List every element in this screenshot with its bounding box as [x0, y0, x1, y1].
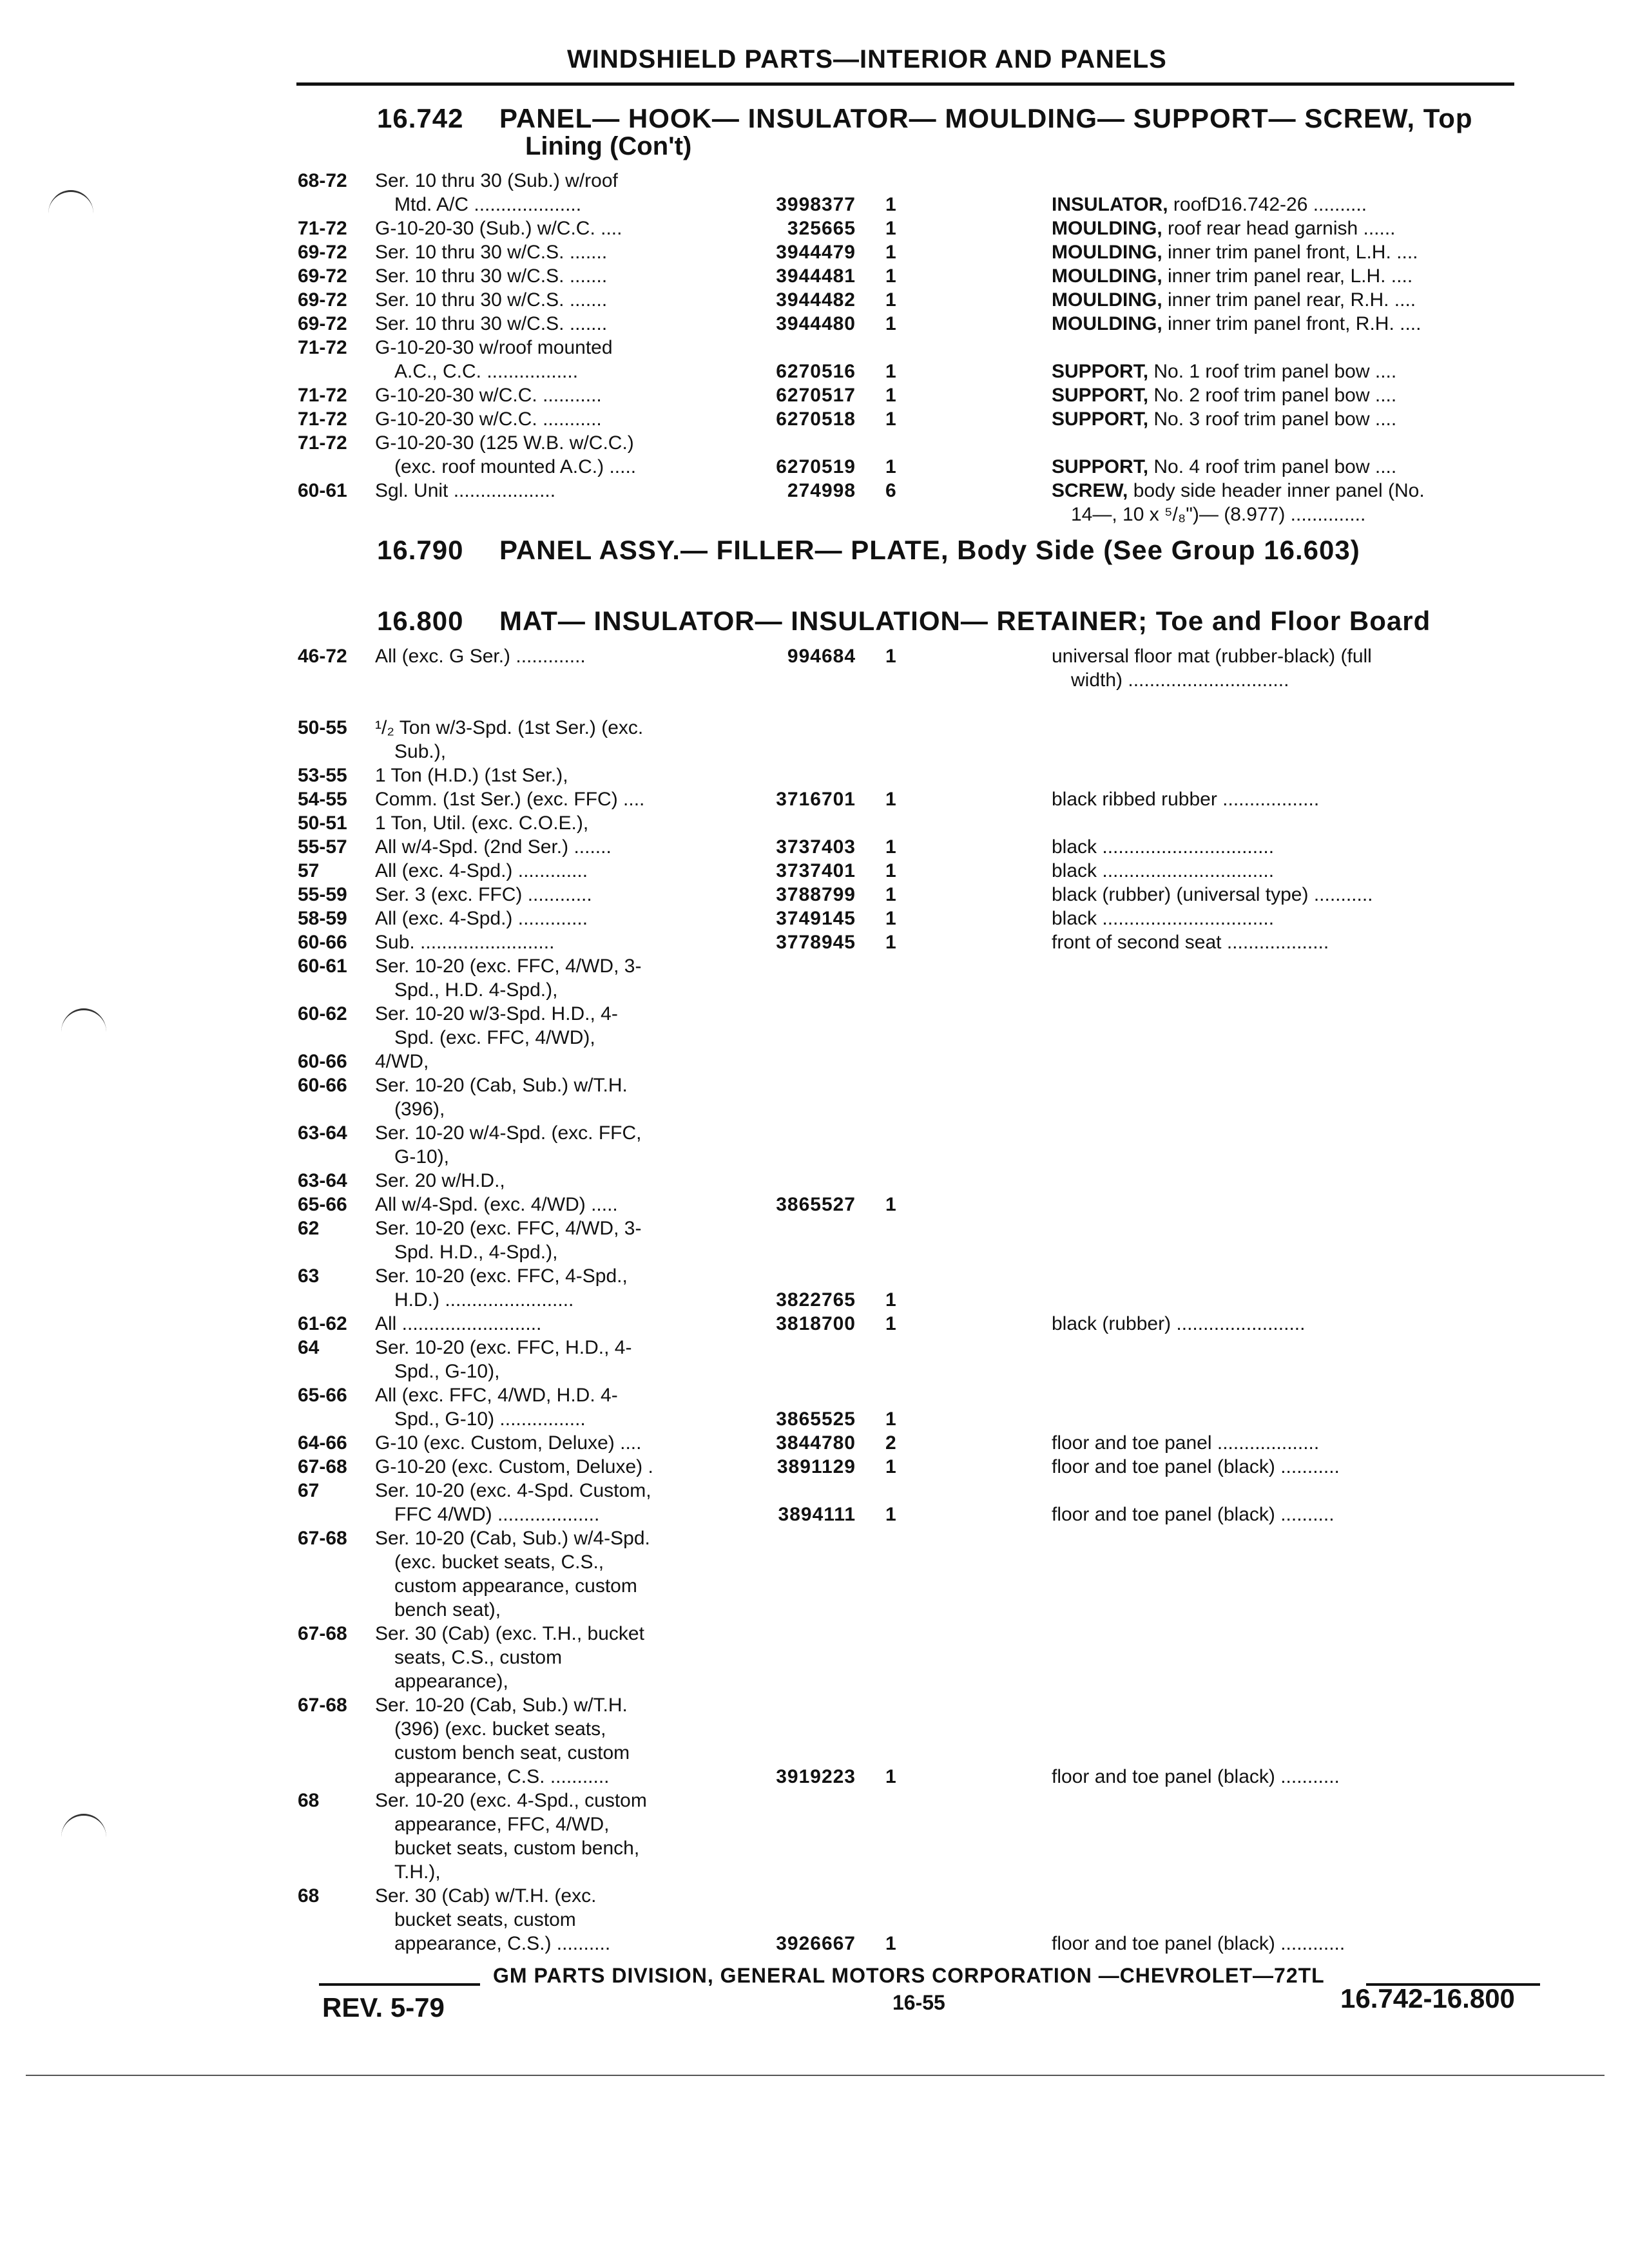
model-years-cell: 61-62 [298, 1313, 347, 1334]
description-cell: black ................................ [1052, 860, 1275, 881]
application-cell: Ser. 10-20 (exc. FFC, H.D., 4- [375, 1337, 632, 1358]
quantity-cell: 1 [885, 1408, 896, 1430]
part-number-cell: 3998377 [776, 194, 856, 215]
quantity-cell: 1 [885, 1933, 896, 1954]
part-number-cell: 3944480 [776, 313, 856, 334]
table-row [298, 1121, 1535, 1145]
model-years-cell: 60-61 [298, 480, 347, 501]
part-name-keyword: SUPPORT, [1052, 456, 1149, 477]
application-cell: Ser. 10-20 w/4-Spd. (exc. FFC, [375, 1122, 642, 1144]
table-row [298, 1431, 1535, 1455]
model-years-cell: 63-64 [298, 1170, 347, 1191]
application-cell: G-10 (exc. Custom, Deluxe) .... [375, 1432, 642, 1454]
table-row [298, 978, 1535, 1002]
table-row [298, 1693, 1535, 1717]
description-cell: universal floor mat (rubber-black) (full [1052, 646, 1372, 667]
table-row [298, 216, 1535, 240]
description-cell: front of second seat ................... [1052, 932, 1329, 953]
description-cell: 14—, 10 x ⁵/₈")— (8.977) .............. [1071, 504, 1366, 525]
table-row [298, 883, 1535, 907]
table-row [298, 1503, 1535, 1526]
model-years-cell: 68 [298, 1790, 320, 1811]
table-row [298, 1789, 1535, 1812]
table-row [298, 1455, 1535, 1479]
application-cell: 1 Ton (H.D.) (1st Ser.), [375, 765, 568, 786]
model-years-cell: 69-72 [298, 265, 347, 287]
part-number-cell: 6270516 [776, 361, 856, 382]
quantity-cell: 1 [885, 1289, 896, 1311]
model-years-cell: 71-72 [298, 218, 347, 239]
description-cell: SCREW, body side header inner panel (No. [1052, 480, 1425, 501]
table-row [298, 1073, 1535, 1097]
application-cell: (396) (exc. bucket seats, [394, 1718, 606, 1740]
application-cell: seats, C.S., custom [394, 1647, 563, 1668]
application-cell: Sgl. Unit ................... [375, 480, 556, 501]
application-cell: All w/4-Spd. (2nd Ser.) ....... [375, 836, 612, 858]
model-years-cell: 55-59 [298, 884, 347, 905]
application-cell: G-10-20-30 (Sub.) w/C.C. .... [375, 218, 622, 239]
part-number-cell: 3822765 [776, 1289, 856, 1311]
application-cell: Spd., G-10) ................ [394, 1408, 586, 1430]
part-number-cell: 325665 [787, 218, 856, 239]
model-years-cell: 57 [298, 860, 320, 881]
parts-table-16-800 [298, 644, 1535, 1956]
table-row [298, 503, 1535, 526]
section-number: 16.742 [377, 103, 464, 133]
application-cell: Ser. 10-20 (exc. 4-Spd. Custom, [375, 1480, 651, 1501]
application-cell: Ser. 30 (Cab) w/T.H. (exc. [375, 1885, 597, 1907]
table-row [298, 431, 1535, 455]
application-cell: All .......................... [375, 1313, 542, 1334]
application-cell: G-10-20 (exc. Custom, Deluxe) . [375, 1456, 653, 1477]
application-cell: (396), [394, 1099, 445, 1120]
table-row [298, 668, 1535, 692]
model-years-cell: 71-72 [298, 385, 347, 406]
model-years-cell: 67-68 [298, 1695, 347, 1716]
application-cell: G-10), [394, 1146, 450, 1168]
quantity-cell: 1 [885, 313, 896, 334]
part-name-keyword: MOULDING, [1052, 265, 1162, 287]
application-cell: appearance), [394, 1671, 508, 1692]
application-cell: H.D.) ........................ [394, 1289, 574, 1311]
page-number: 16-55 [892, 1991, 945, 2014]
application-cell: Spd. H.D., 4-Spd.), [394, 1242, 558, 1263]
part-number-cell: 274998 [787, 480, 856, 501]
model-years-cell: 69-72 [298, 242, 347, 263]
application-cell: Ser. 10 thru 30 (Sub.) w/roof [375, 170, 618, 191]
table-row [298, 1908, 1535, 1932]
model-years-cell: 53-55 [298, 765, 347, 786]
part-number-cell: 3865525 [776, 1408, 856, 1430]
table-row [298, 1574, 1535, 1598]
application-cell: All (exc. G Ser.) ............. [375, 646, 586, 667]
table-row [298, 1145, 1535, 1169]
description-cell: floor and toe panel (black) ............ [1052, 1933, 1345, 1954]
description-cell: MOULDING, roof rear head garnish ...... [1052, 218, 1396, 239]
model-years-cell: 60-61 [298, 956, 347, 977]
table-row [298, 1336, 1535, 1360]
quantity-cell: 1 [885, 1313, 896, 1334]
application-cell: Ser. 10-20 (exc. FFC, 4/WD, 3- [375, 1218, 642, 1239]
quantity-cell: 1 [885, 789, 896, 810]
application-cell: A.C., C.C. ................. [394, 361, 579, 382]
application-cell: Ser. 30 (Cab) (exc. T.H., bucket [375, 1623, 644, 1644]
model-years-cell: 71-72 [298, 408, 347, 430]
model-years-cell: 63 [298, 1265, 320, 1287]
section-title: PANEL ASSY.— FILLER— PLATE, Body Side (See Group 16.603) [499, 535, 1360, 565]
description-cell: SUPPORT, No. 1 roof trim panel bow .... [1052, 361, 1397, 382]
part-number-cell: 3737401 [776, 860, 856, 881]
table-row [298, 240, 1535, 264]
punch-hole-mark [61, 1814, 106, 1861]
application-cell: Comm. (1st Ser.) (exc. FFC) .... [375, 789, 645, 810]
table-row [298, 1884, 1535, 1908]
punch-hole-mark [48, 190, 93, 237]
quantity-cell: 1 [885, 361, 896, 382]
model-years-cell: 67-68 [298, 1456, 347, 1477]
table-row [298, 1741, 1535, 1765]
part-number-cell: 3944482 [776, 289, 856, 311]
table-row [298, 1765, 1535, 1789]
application-cell: Mtd. A/C .................... [394, 194, 582, 215]
table-row [298, 859, 1535, 883]
description-cell: black ribbed rubber .................. [1052, 789, 1320, 810]
part-number-cell: 6270517 [776, 385, 856, 406]
table-row [298, 1646, 1535, 1669]
model-years-cell: 68 [298, 1885, 320, 1907]
part-number-cell: 3788799 [776, 884, 856, 905]
part-name-keyword: MOULDING, [1052, 242, 1162, 263]
model-years-cell: 65-66 [298, 1194, 347, 1215]
application-cell: Spd. (exc. FFC, 4/WD), [394, 1027, 595, 1048]
application-cell: T.H.), [394, 1861, 441, 1883]
section-heading-16-790 [377, 535, 1360, 566]
model-years-cell: 68-72 [298, 170, 347, 191]
application-cell: Ser. 10-20 (exc. FFC, 4/WD, 3- [375, 956, 642, 977]
table-row [298, 835, 1535, 859]
part-name-keyword: MOULDING, [1052, 313, 1162, 334]
model-years-cell: 60-66 [298, 932, 347, 953]
table-row [298, 1360, 1535, 1383]
application-cell: All (exc. FFC, 4/WD, H.D. 4- [375, 1385, 618, 1406]
model-years-cell: 67-68 [298, 1528, 347, 1549]
part-number-cell: 3944481 [776, 265, 856, 287]
table-row [298, 1598, 1535, 1622]
table-row [298, 1097, 1535, 1121]
part-number-cell: 3944479 [776, 242, 856, 263]
part-number-cell: 3919223 [776, 1766, 856, 1787]
section-number: 16.790 [377, 535, 464, 565]
section-title: MAT— INSULATOR— INSULATION— RETAINER; Toe and Floor Board [499, 606, 1431, 636]
quantity-cell: 1 [885, 1766, 896, 1787]
table-row [298, 1717, 1535, 1741]
model-years-cell: 69-72 [298, 313, 347, 334]
table-row [298, 1669, 1535, 1693]
application-cell: All (exc. 4-Spd.) ............. [375, 860, 588, 881]
table-row [298, 1812, 1535, 1836]
application-cell: Ser. 3 (exc. FFC) ............ [375, 884, 592, 905]
description-cell: MOULDING, inner trim panel rear, R.H. .... [1052, 289, 1416, 311]
model-years-cell: 71-72 [298, 432, 347, 454]
description-cell: SUPPORT, No. 2 roof trim panel bow .... [1052, 385, 1397, 406]
description-cell: floor and toe panel (black) ........... [1052, 1456, 1340, 1477]
section-number: 16.800 [377, 606, 464, 636]
application-cell: Ser. 10-20 (Cab, Sub.) w/T.H. [375, 1695, 628, 1716]
application-cell: appearance, FFC, 4/WD, [394, 1814, 610, 1835]
table-row [298, 1479, 1535, 1503]
table-row [298, 1550, 1535, 1574]
table-row [298, 1169, 1535, 1193]
application-cell: (exc. roof mounted A.C.) ..... [394, 456, 637, 477]
table-row [298, 644, 1535, 668]
table-row [298, 360, 1535, 383]
description-cell: width) .............................. [1071, 669, 1289, 691]
application-cell: Spd., G-10), [394, 1361, 500, 1382]
table-row [298, 1932, 1535, 1956]
table-row [298, 930, 1535, 954]
application-cell: Ser. 20 w/H.D., [375, 1170, 505, 1191]
application-cell: Ser. 10-20 w/3-Spd. H.D., 4- [375, 1003, 618, 1024]
description-cell: MOULDING, inner trim panel front, R.H. .... [1052, 313, 1422, 334]
part-name-keyword: SUPPORT, [1052, 408, 1149, 430]
model-years-cell: 54-55 [298, 789, 347, 810]
table-row [298, 787, 1535, 811]
table-row [298, 479, 1535, 503]
footer-division: GM PARTS DIVISION, GENERAL MOTORS CORPORATION —CHEVROLET—72TL [493, 1964, 1325, 1987]
table-row [298, 193, 1535, 216]
section-title-continued: Lining (Con't) [525, 132, 692, 160]
application-cell: Ser. 10 thru 30 w/C.S. ....... [375, 265, 608, 287]
table-row [298, 1860, 1535, 1884]
description-cell: MOULDING, inner trim panel front, L.H. .... [1052, 242, 1418, 263]
quantity-cell: 1 [885, 646, 896, 667]
table-row [298, 907, 1535, 930]
model-years-cell: 64-66 [298, 1432, 347, 1454]
table-row [298, 336, 1535, 360]
table-row [298, 1622, 1535, 1646]
table-row [298, 1836, 1535, 1860]
application-cell: Ser. 10 thru 30 w/C.S. ....... [375, 313, 608, 334]
description-cell: black ................................ [1052, 836, 1275, 858]
quantity-cell: 1 [885, 265, 896, 287]
application-cell: All (exc. 4-Spd.) ............. [375, 908, 588, 929]
table-row [298, 455, 1535, 479]
table-row [298, 312, 1535, 336]
table-row [298, 407, 1535, 431]
table-row [298, 1002, 1535, 1026]
application-cell: Sub.), [394, 741, 447, 762]
application-cell: 1 Ton, Util. (exc. C.O.E.), [375, 812, 589, 834]
part-number-cell: 3865527 [776, 1194, 856, 1215]
application-cell: Ser. 10-20 (exc. FFC, 4-Spd., [375, 1265, 628, 1287]
page-range: 16.742-16.800 [1340, 1983, 1515, 2013]
application-cell: appearance, C.S. ........... [394, 1766, 610, 1787]
table-row [298, 1193, 1535, 1216]
header-rule [296, 82, 1514, 86]
section-heading-16-742 [377, 103, 1473, 134]
footer-rule-left [319, 1983, 480, 1986]
part-name-keyword: INSULATOR, [1052, 194, 1168, 215]
model-years-cell: 55-57 [298, 836, 347, 858]
table-row [298, 764, 1535, 787]
application-cell: Ser. 10 thru 30 w/C.S. ....... [375, 289, 608, 311]
quantity-cell: 1 [885, 194, 896, 215]
part-number-cell: 3844780 [776, 1432, 856, 1454]
table-row [298, 1026, 1535, 1050]
section-title: PANEL— HOOK— INSULATOR— MOULDING— SUPPORT— SCREW, Top [499, 103, 1473, 133]
part-name-keyword: MOULDING, [1052, 218, 1162, 239]
application-cell: ¹/₂ Ton w/3-Spd. (1st Ser.) (exc. [375, 717, 644, 738]
application-cell: G-10-20-30 w/C.C. ........... [375, 408, 602, 430]
quantity-cell: 1 [885, 1194, 896, 1215]
application-cell: Ser. 10-20 (Cab, Sub.) w/T.H. [375, 1075, 628, 1096]
description-cell: floor and toe panel ................... [1052, 1432, 1320, 1454]
application-cell: Ser. 10 thru 30 w/C.S. ....... [375, 242, 608, 263]
table-row [298, 288, 1535, 312]
model-years-cell: 67 [298, 1480, 320, 1501]
table-row [298, 169, 1535, 193]
table-row [298, 692, 1535, 716]
part-number-cell: 3716701 [776, 789, 856, 810]
description-cell: INSULATOR, roofD16.742-26 .......... [1052, 194, 1367, 215]
quantity-cell: 1 [885, 408, 896, 430]
model-years-cell: 58-59 [298, 908, 347, 929]
part-number-cell: 3894111 [778, 1504, 856, 1525]
application-cell: bucket seats, custom [394, 1909, 576, 1930]
application-cell: appearance, C.S.) .......... [394, 1933, 611, 1954]
application-cell: custom bench seat, custom [394, 1742, 630, 1763]
table-row [298, 1264, 1535, 1288]
table-row [298, 1288, 1535, 1312]
model-years-cell: 67-68 [298, 1623, 347, 1644]
application-cell: custom appearance, custom [394, 1575, 637, 1597]
table-row [298, 740, 1535, 764]
quantity-cell: 1 [885, 884, 896, 905]
application-cell: G-10-20-30 w/roof mounted [375, 337, 613, 358]
quantity-cell: 1 [885, 456, 896, 477]
quantity-cell: 1 [885, 1504, 896, 1525]
model-years-cell: 69-72 [298, 289, 347, 311]
part-number-cell: 6270519 [776, 456, 856, 477]
model-years-cell: 50-55 [298, 717, 347, 738]
part-number-cell: 3737403 [776, 836, 856, 858]
page-title: WINDSHIELD PARTS—INTERIOR AND PANELS [567, 45, 1167, 73]
table-row [298, 1383, 1535, 1407]
part-number-cell: 3818700 [776, 1313, 856, 1334]
part-name-keyword: SUPPORT, [1052, 361, 1149, 382]
table-row [298, 1526, 1535, 1550]
model-years-cell: 60-62 [298, 1003, 347, 1024]
description-cell: floor and toe panel (black) .......... [1052, 1504, 1335, 1525]
quantity-cell: 1 [885, 289, 896, 311]
description-cell: black ................................ [1052, 908, 1275, 929]
quantity-cell: 1 [885, 218, 896, 239]
table-row [298, 811, 1535, 835]
model-years-cell: 71-72 [298, 337, 347, 358]
table-row [298, 264, 1535, 288]
quantity-cell: 1 [885, 242, 896, 263]
description-cell: black (rubber) (universal type) ........... [1052, 884, 1373, 905]
application-cell: Sub. ......................... [375, 932, 555, 953]
table-row [298, 1240, 1535, 1264]
quantity-cell: 1 [885, 908, 896, 929]
parts-table-16-742 [298, 169, 1535, 526]
model-years-cell: 65-66 [298, 1385, 347, 1406]
application-cell: Ser. 10-20 (exc. 4-Spd., custom [375, 1790, 647, 1811]
application-cell: 4/WD, [375, 1051, 429, 1072]
application-cell: G-10-20-30 w/C.C. ........... [375, 385, 602, 406]
quantity-cell: 1 [885, 860, 896, 881]
table-row [298, 954, 1535, 978]
description-cell: SUPPORT, No. 4 roof trim panel bow .... [1052, 456, 1397, 477]
part-number-cell: 6270518 [776, 408, 856, 430]
application-cell: G-10-20-30 (125 W.B. w/C.C.) [375, 432, 634, 454]
table-row [298, 1216, 1535, 1240]
table-row [298, 1407, 1535, 1431]
quantity-cell: 1 [885, 1456, 896, 1477]
description-cell: black (rubber) ........................ [1052, 1313, 1306, 1334]
part-number-cell: 3891129 [776, 1456, 856, 1477]
part-number-cell: 994684 [787, 646, 856, 667]
application-cell: All w/4-Spd. (exc. 4/WD) ..... [375, 1194, 618, 1215]
application-cell: FFC 4/WD) ................... [394, 1504, 600, 1525]
section-heading-16-800 [377, 606, 1431, 637]
model-years-cell: 60-66 [298, 1075, 347, 1096]
model-years-cell: 62 [298, 1218, 320, 1239]
quantity-cell: 2 [885, 1432, 896, 1454]
model-years-cell: 46-72 [298, 646, 347, 667]
part-number-cell: 3749145 [776, 908, 856, 929]
application-cell: Ser. 10-20 (Cab, Sub.) w/4-Spd. [375, 1528, 650, 1549]
model-years-cell: 50-51 [298, 812, 347, 834]
model-years-cell: 63-64 [298, 1122, 347, 1144]
part-name-keyword: SUPPORT, [1052, 385, 1149, 406]
part-name-keyword: SCREW, [1052, 480, 1128, 501]
description-cell: SUPPORT, No. 3 roof trim panel bow .... [1052, 408, 1397, 430]
application-cell: (exc. bucket seats, C.S., [394, 1552, 604, 1573]
table-row [298, 716, 1535, 740]
quantity-cell: 6 [885, 480, 896, 501]
quantity-cell: 1 [885, 836, 896, 858]
part-number-cell: 3778945 [776, 932, 856, 953]
model-years-cell: 64 [298, 1337, 320, 1358]
model-years-cell: 60-66 [298, 1051, 347, 1072]
revision-label: REV. 5-79 [322, 1992, 445, 2023]
table-row [298, 1050, 1535, 1073]
table-row [298, 1312, 1535, 1336]
application-cell: bucket seats, custom bench, [394, 1838, 640, 1859]
application-cell: bench seat), [394, 1599, 501, 1620]
quantity-cell: 1 [885, 385, 896, 406]
application-cell: Spd., H.D. 4-Spd.), [394, 979, 558, 1001]
part-name-keyword: MOULDING, [1052, 289, 1162, 311]
quantity-cell: 1 [885, 932, 896, 953]
scan-edge-line [26, 2075, 1605, 2076]
part-number-cell: 3926667 [776, 1933, 856, 1954]
description-cell: MOULDING, inner trim panel rear, L.H. .... [1052, 265, 1413, 287]
description-cell: floor and toe panel (black) ........... [1052, 1766, 1340, 1787]
table-row [298, 383, 1535, 407]
punch-hole-mark [61, 1008, 106, 1055]
